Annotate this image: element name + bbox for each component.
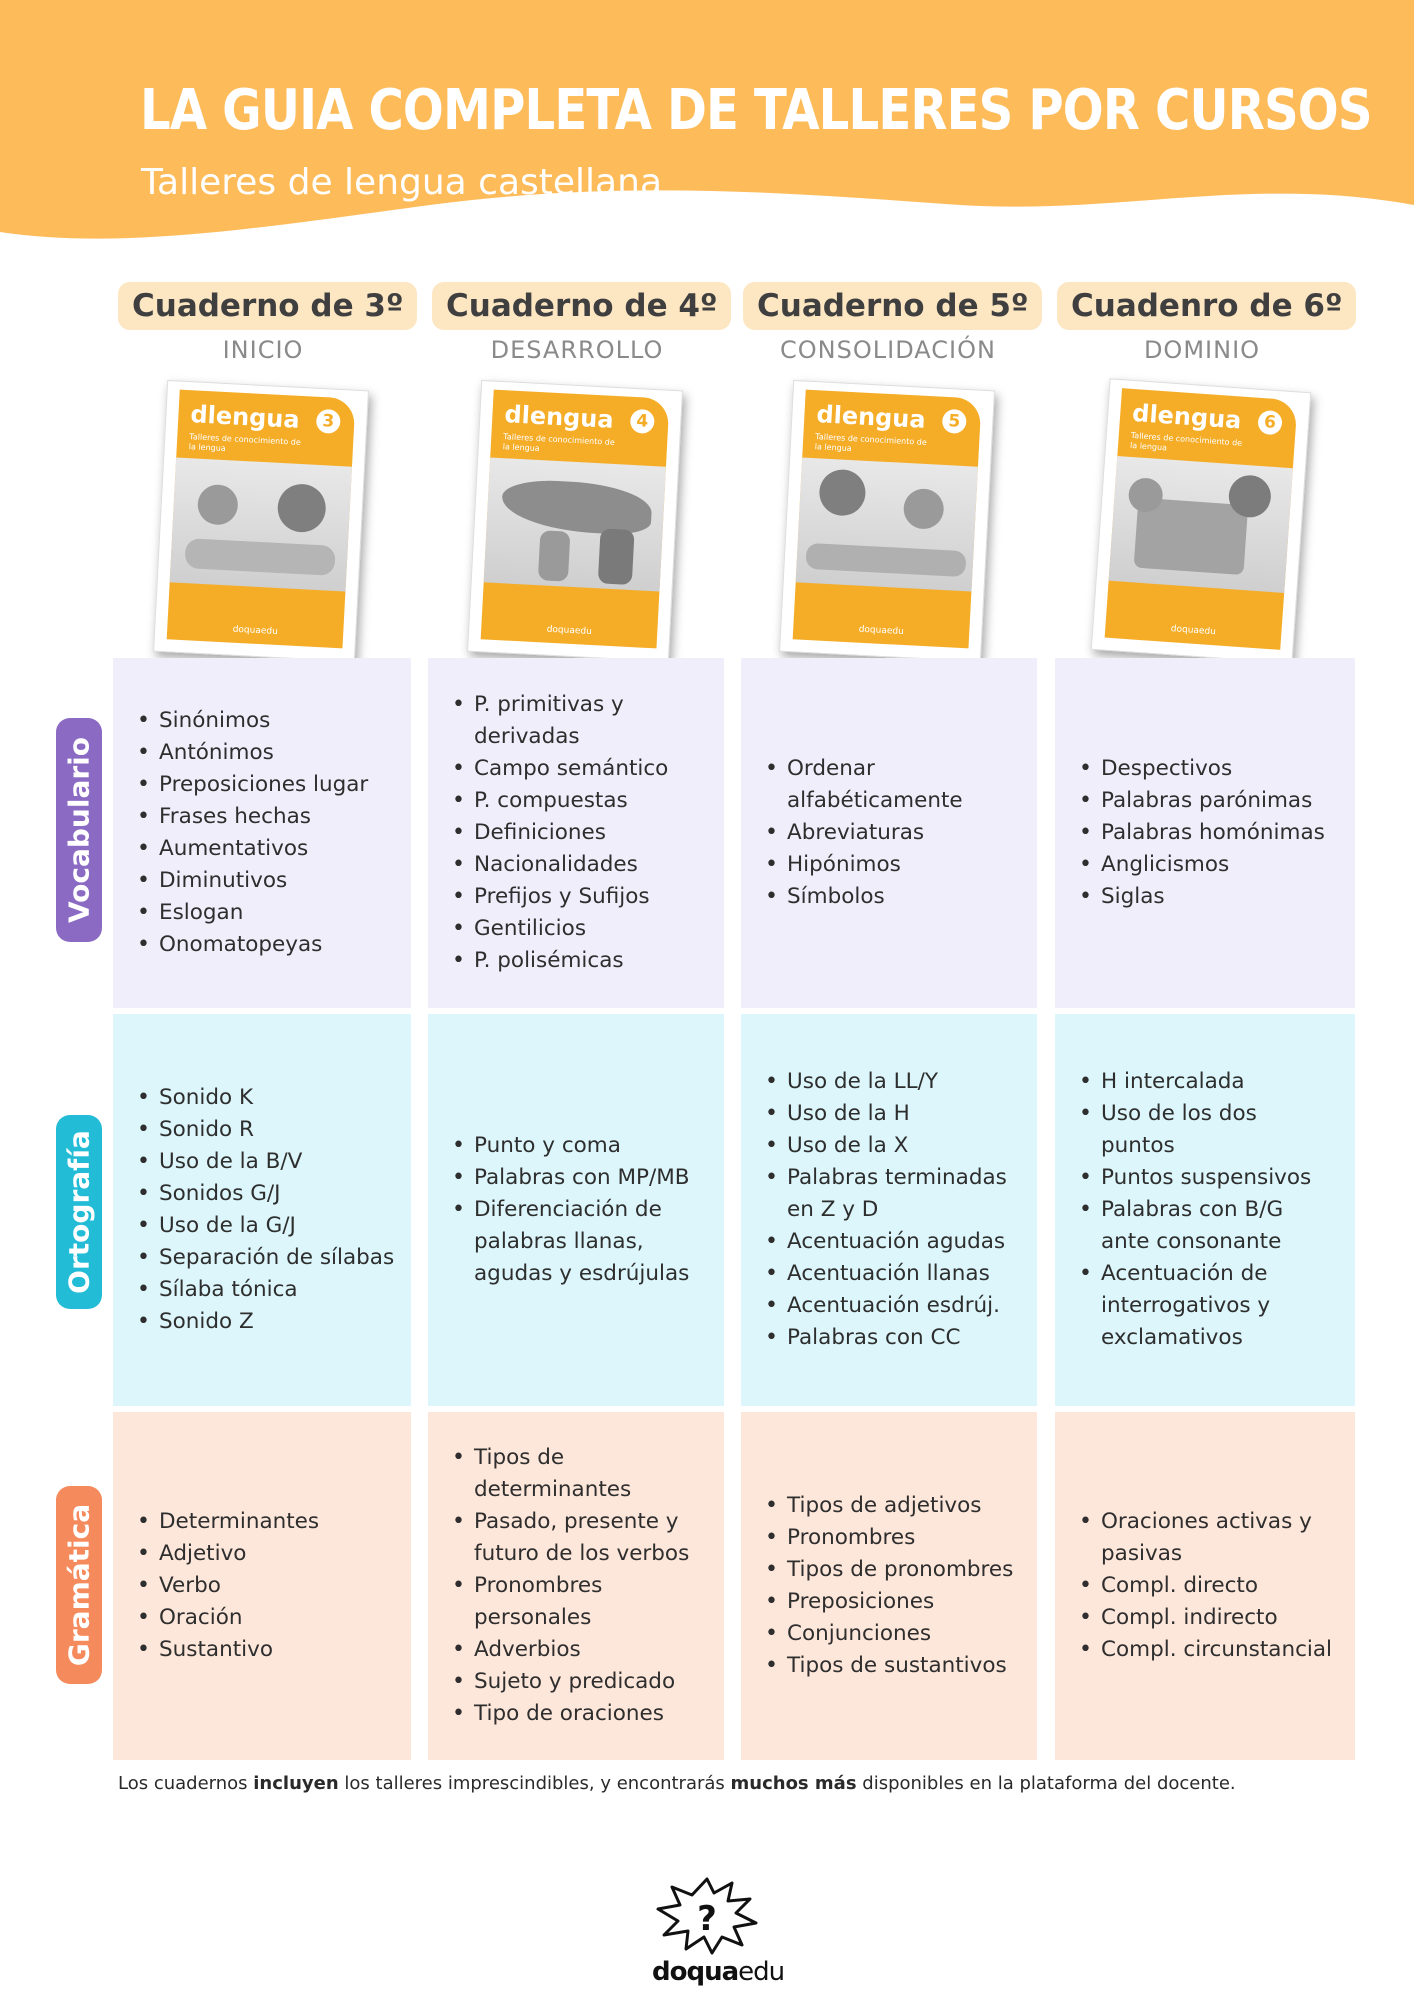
list-item: • Oración bbox=[159, 1602, 319, 1634]
list-item: • Aumentativos bbox=[159, 833, 368, 865]
cover-subtitle: Talleres de conocimiento de la lengua bbox=[1129, 430, 1243, 453]
footnote-text: disponibles en la plataforma del docente. bbox=[856, 1773, 1236, 1794]
topic-list bbox=[113, 1506, 319, 1666]
topic-list bbox=[428, 1130, 714, 1290]
list-item: • Acentuación esdrúj. bbox=[787, 1290, 1027, 1322]
column-title: Cuadenro de 6º bbox=[1057, 282, 1356, 330]
cell-gramatica-5 bbox=[741, 1412, 1037, 1760]
page-title: LA GUIA COMPLETA DE TALLERES POR CURSOS bbox=[140, 78, 1372, 143]
list-item: • Compl. indirecto bbox=[1101, 1602, 1351, 1634]
topic-list bbox=[741, 1490, 1013, 1682]
column-header-4 bbox=[432, 282, 722, 364]
cover-subtitle: Talleres de conocimiento de la lengua bbox=[502, 432, 615, 454]
row-label-text: Gramática bbox=[62, 1503, 96, 1667]
list-item: • Tipo de oraciones bbox=[474, 1698, 704, 1730]
list-item: • Uso de la X bbox=[787, 1130, 1027, 1162]
cell-gramatica-6 bbox=[1055, 1412, 1355, 1760]
logo-text-bold: doqua bbox=[652, 1957, 739, 1987]
topic-list bbox=[113, 705, 368, 961]
list-item: • Sujeto y predicado bbox=[474, 1666, 704, 1698]
footnote-text: Los cuadernos bbox=[118, 1773, 254, 1794]
list-item: • Acentuación de interrogativos y exclamativos bbox=[1101, 1258, 1316, 1354]
svg-text:?: ? bbox=[697, 1899, 717, 1939]
list-item: • Frases hechas bbox=[159, 801, 368, 833]
list-item: • Pronombres bbox=[787, 1522, 1013, 1554]
list-item: • Palabras homónimas bbox=[1101, 817, 1325, 849]
cover-subtitle: Talleres de conocimiento de la lengua bbox=[814, 432, 927, 454]
list-item: • Conjunciones bbox=[787, 1618, 1013, 1650]
list-item: • Sustantivo bbox=[159, 1634, 319, 1666]
topic-list bbox=[113, 1082, 394, 1338]
cover-brand: dlengua bbox=[503, 400, 615, 434]
list-item: • Tipos de sustantivos bbox=[787, 1650, 1013, 1682]
list-item: • Antónimos bbox=[159, 737, 368, 769]
cell-ortografia-5 bbox=[741, 1014, 1037, 1406]
topic-list bbox=[428, 1442, 704, 1730]
list-item: • P. polisémicas bbox=[474, 945, 714, 977]
list-item: • Compl. circunstancial bbox=[1101, 1634, 1351, 1666]
cell-gramatica-3 bbox=[113, 1412, 411, 1760]
list-item: • Acentuación agudas bbox=[787, 1226, 1027, 1258]
logo-wordmark bbox=[652, 1957, 785, 1987]
list-item: • Símbolos bbox=[787, 881, 997, 913]
cell-ortografia-4 bbox=[428, 1014, 724, 1406]
column-title: Cuaderno de 5º bbox=[743, 282, 1042, 330]
header-banner bbox=[0, 0, 1414, 260]
list-item: • Despectivos bbox=[1101, 753, 1325, 785]
cover-illustration bbox=[1105, 456, 1298, 594]
list-item: • P. primitivas y derivadas bbox=[474, 689, 714, 753]
list-item: • Pronombres personales bbox=[474, 1570, 704, 1634]
list-item: • Uso de la B/V bbox=[159, 1146, 394, 1178]
row-label-text: Vocabulario bbox=[62, 737, 96, 923]
cover-footer: doquaedu bbox=[546, 624, 593, 638]
list-item: • Preposiciones lugar bbox=[159, 769, 368, 801]
list-item: • Palabras parónimas bbox=[1101, 785, 1325, 817]
cover-brand: dlengua bbox=[189, 400, 301, 434]
list-item: • Sonido K bbox=[159, 1082, 394, 1114]
row-label-gramatica bbox=[56, 1486, 102, 1684]
topic-list bbox=[1055, 753, 1325, 913]
cover-footer: doquaedu bbox=[232, 624, 279, 638]
book-cover-4 bbox=[467, 380, 683, 662]
cover-illustration bbox=[481, 457, 670, 592]
cell-vocabulario-4 bbox=[428, 658, 724, 1008]
list-item: • Adverbios bbox=[474, 1634, 704, 1666]
column-stage: DESARROLLO bbox=[490, 336, 664, 364]
cover-number: 4 bbox=[630, 409, 655, 434]
topic-list bbox=[741, 753, 997, 913]
list-item: • Uso de la G/J bbox=[159, 1210, 394, 1242]
list-item: • Palabras terminadas en Z y D bbox=[787, 1162, 1027, 1226]
cover-number: 3 bbox=[316, 409, 341, 434]
book-cover-6 bbox=[1091, 378, 1311, 663]
column-stage: DOMINIO bbox=[1143, 336, 1261, 364]
topic-list bbox=[1055, 1066, 1316, 1354]
list-item: • Tipos de adjetivos bbox=[787, 1490, 1013, 1522]
cover-brand: dlengua bbox=[815, 400, 927, 434]
list-item: • Sonidos G/J bbox=[159, 1178, 394, 1210]
list-item: • Adjetivo bbox=[159, 1538, 319, 1570]
footnote-text: los talleres imprescindibles, y encontrarás bbox=[338, 1773, 731, 1794]
list-item: • P. compuestas bbox=[474, 785, 714, 817]
list-item: • Pasado, presente y futuro de los verbos bbox=[474, 1506, 704, 1570]
list-item: • Oraciones activas y pasivas bbox=[1101, 1506, 1351, 1570]
list-item: • Campo semántico bbox=[474, 753, 714, 785]
cell-ortografia-6 bbox=[1055, 1014, 1355, 1406]
list-item: • Compl. directo bbox=[1101, 1570, 1351, 1602]
list-item: • Abreviaturas bbox=[787, 817, 997, 849]
list-item: • Nacionalidades bbox=[474, 849, 714, 881]
cover-number: 5 bbox=[942, 409, 967, 434]
cell-ortografia-3 bbox=[113, 1014, 411, 1406]
list-item: • Sílaba tónica bbox=[159, 1274, 394, 1306]
column-title: Cuaderno de 4º bbox=[432, 282, 731, 330]
list-item: • Palabras con B/G ante consonante bbox=[1101, 1194, 1316, 1258]
list-item: • Separación de sílabas bbox=[159, 1242, 394, 1274]
column-stage: INICIO bbox=[222, 336, 304, 364]
list-item: • Puntos suspensivos bbox=[1101, 1162, 1316, 1194]
column-stage: CONSOLIDACIÓN bbox=[780, 336, 996, 364]
column-header-6 bbox=[1057, 282, 1347, 364]
cover-footer: doquaedu bbox=[858, 624, 905, 638]
column-header-3 bbox=[118, 282, 408, 364]
list-item: • Sonido Z bbox=[159, 1306, 394, 1338]
page-subtitle: Talleres de lengua castellana bbox=[141, 162, 662, 203]
doquaedu-logo bbox=[652, 1875, 785, 1987]
list-item: • Acentuación llanas bbox=[787, 1258, 1027, 1290]
book-cover-3 bbox=[153, 380, 369, 662]
list-item: • Gentilicios bbox=[474, 913, 714, 945]
footnote bbox=[118, 1773, 1236, 1794]
list-item: • Sonido R bbox=[159, 1114, 394, 1146]
topic-list bbox=[1055, 1506, 1351, 1666]
footnote-bold: incluyen bbox=[253, 1773, 339, 1794]
list-item: • Eslogan bbox=[159, 897, 368, 929]
list-item: • Uso de la LL/Y bbox=[787, 1066, 1027, 1098]
logo-text-light: edu bbox=[738, 1957, 785, 1987]
cover-footer: doquaedu bbox=[1170, 624, 1217, 638]
cover-number: 6 bbox=[1257, 410, 1283, 436]
list-item: • Palabras con CC bbox=[787, 1322, 1027, 1354]
row-label-ortografia bbox=[56, 1115, 102, 1309]
list-item: • Anglicismos bbox=[1101, 849, 1325, 881]
row-label-vocabulario bbox=[56, 718, 102, 942]
list-item: • Definiciones bbox=[474, 817, 714, 849]
book-cover-5 bbox=[779, 380, 995, 662]
list-item: • Uso de los dos puntos bbox=[1101, 1098, 1316, 1162]
list-item: • Tipos de pronombres bbox=[787, 1554, 1013, 1586]
list-item: • Determinantes bbox=[159, 1506, 319, 1538]
list-item: • Verbo bbox=[159, 1570, 319, 1602]
list-item: • Onomatopeyas bbox=[159, 929, 368, 961]
row-label-text: Ortografía bbox=[62, 1130, 96, 1294]
list-item: • H intercalada bbox=[1101, 1066, 1316, 1098]
list-item: • Ordenar alfabéticamente bbox=[787, 753, 997, 817]
column-title: Cuaderno de 3º bbox=[118, 282, 417, 330]
topic-list bbox=[428, 689, 714, 977]
list-item: • Diminutivos bbox=[159, 865, 368, 897]
column-header-5 bbox=[743, 282, 1033, 364]
list-item: • Punto y coma bbox=[474, 1130, 714, 1162]
cell-vocabulario-5 bbox=[741, 658, 1037, 1008]
list-item: • Diferenciación de palabras llanas, agudas y esdrújulas bbox=[474, 1194, 714, 1290]
list-item: • Preposiciones bbox=[787, 1586, 1013, 1618]
question-mark-splash-icon bbox=[652, 1875, 762, 1955]
list-item: • Hipónimos bbox=[787, 849, 997, 881]
list-item: • Palabras con MP/MB bbox=[474, 1162, 714, 1194]
cover-subtitle: Talleres de conocimiento de la lengua bbox=[188, 432, 301, 454]
list-item: • Prefijos y Sufijos bbox=[474, 881, 714, 913]
cell-vocabulario-3 bbox=[113, 658, 411, 1008]
footnote-bold: muchos más bbox=[730, 1773, 857, 1794]
cover-brand: dlengua bbox=[1131, 398, 1243, 435]
list-item: • Siglas bbox=[1101, 881, 1325, 913]
list-item: • Uso de la H bbox=[787, 1098, 1027, 1130]
list-item: • Sinónimos bbox=[159, 705, 368, 737]
cover-illustration bbox=[167, 457, 356, 592]
cell-gramatica-4 bbox=[428, 1412, 724, 1760]
list-item: • Tipos de determinantes bbox=[474, 1442, 704, 1506]
topic-list bbox=[741, 1066, 1027, 1354]
cover-illustration bbox=[793, 457, 982, 592]
cell-vocabulario-6 bbox=[1055, 658, 1355, 1008]
